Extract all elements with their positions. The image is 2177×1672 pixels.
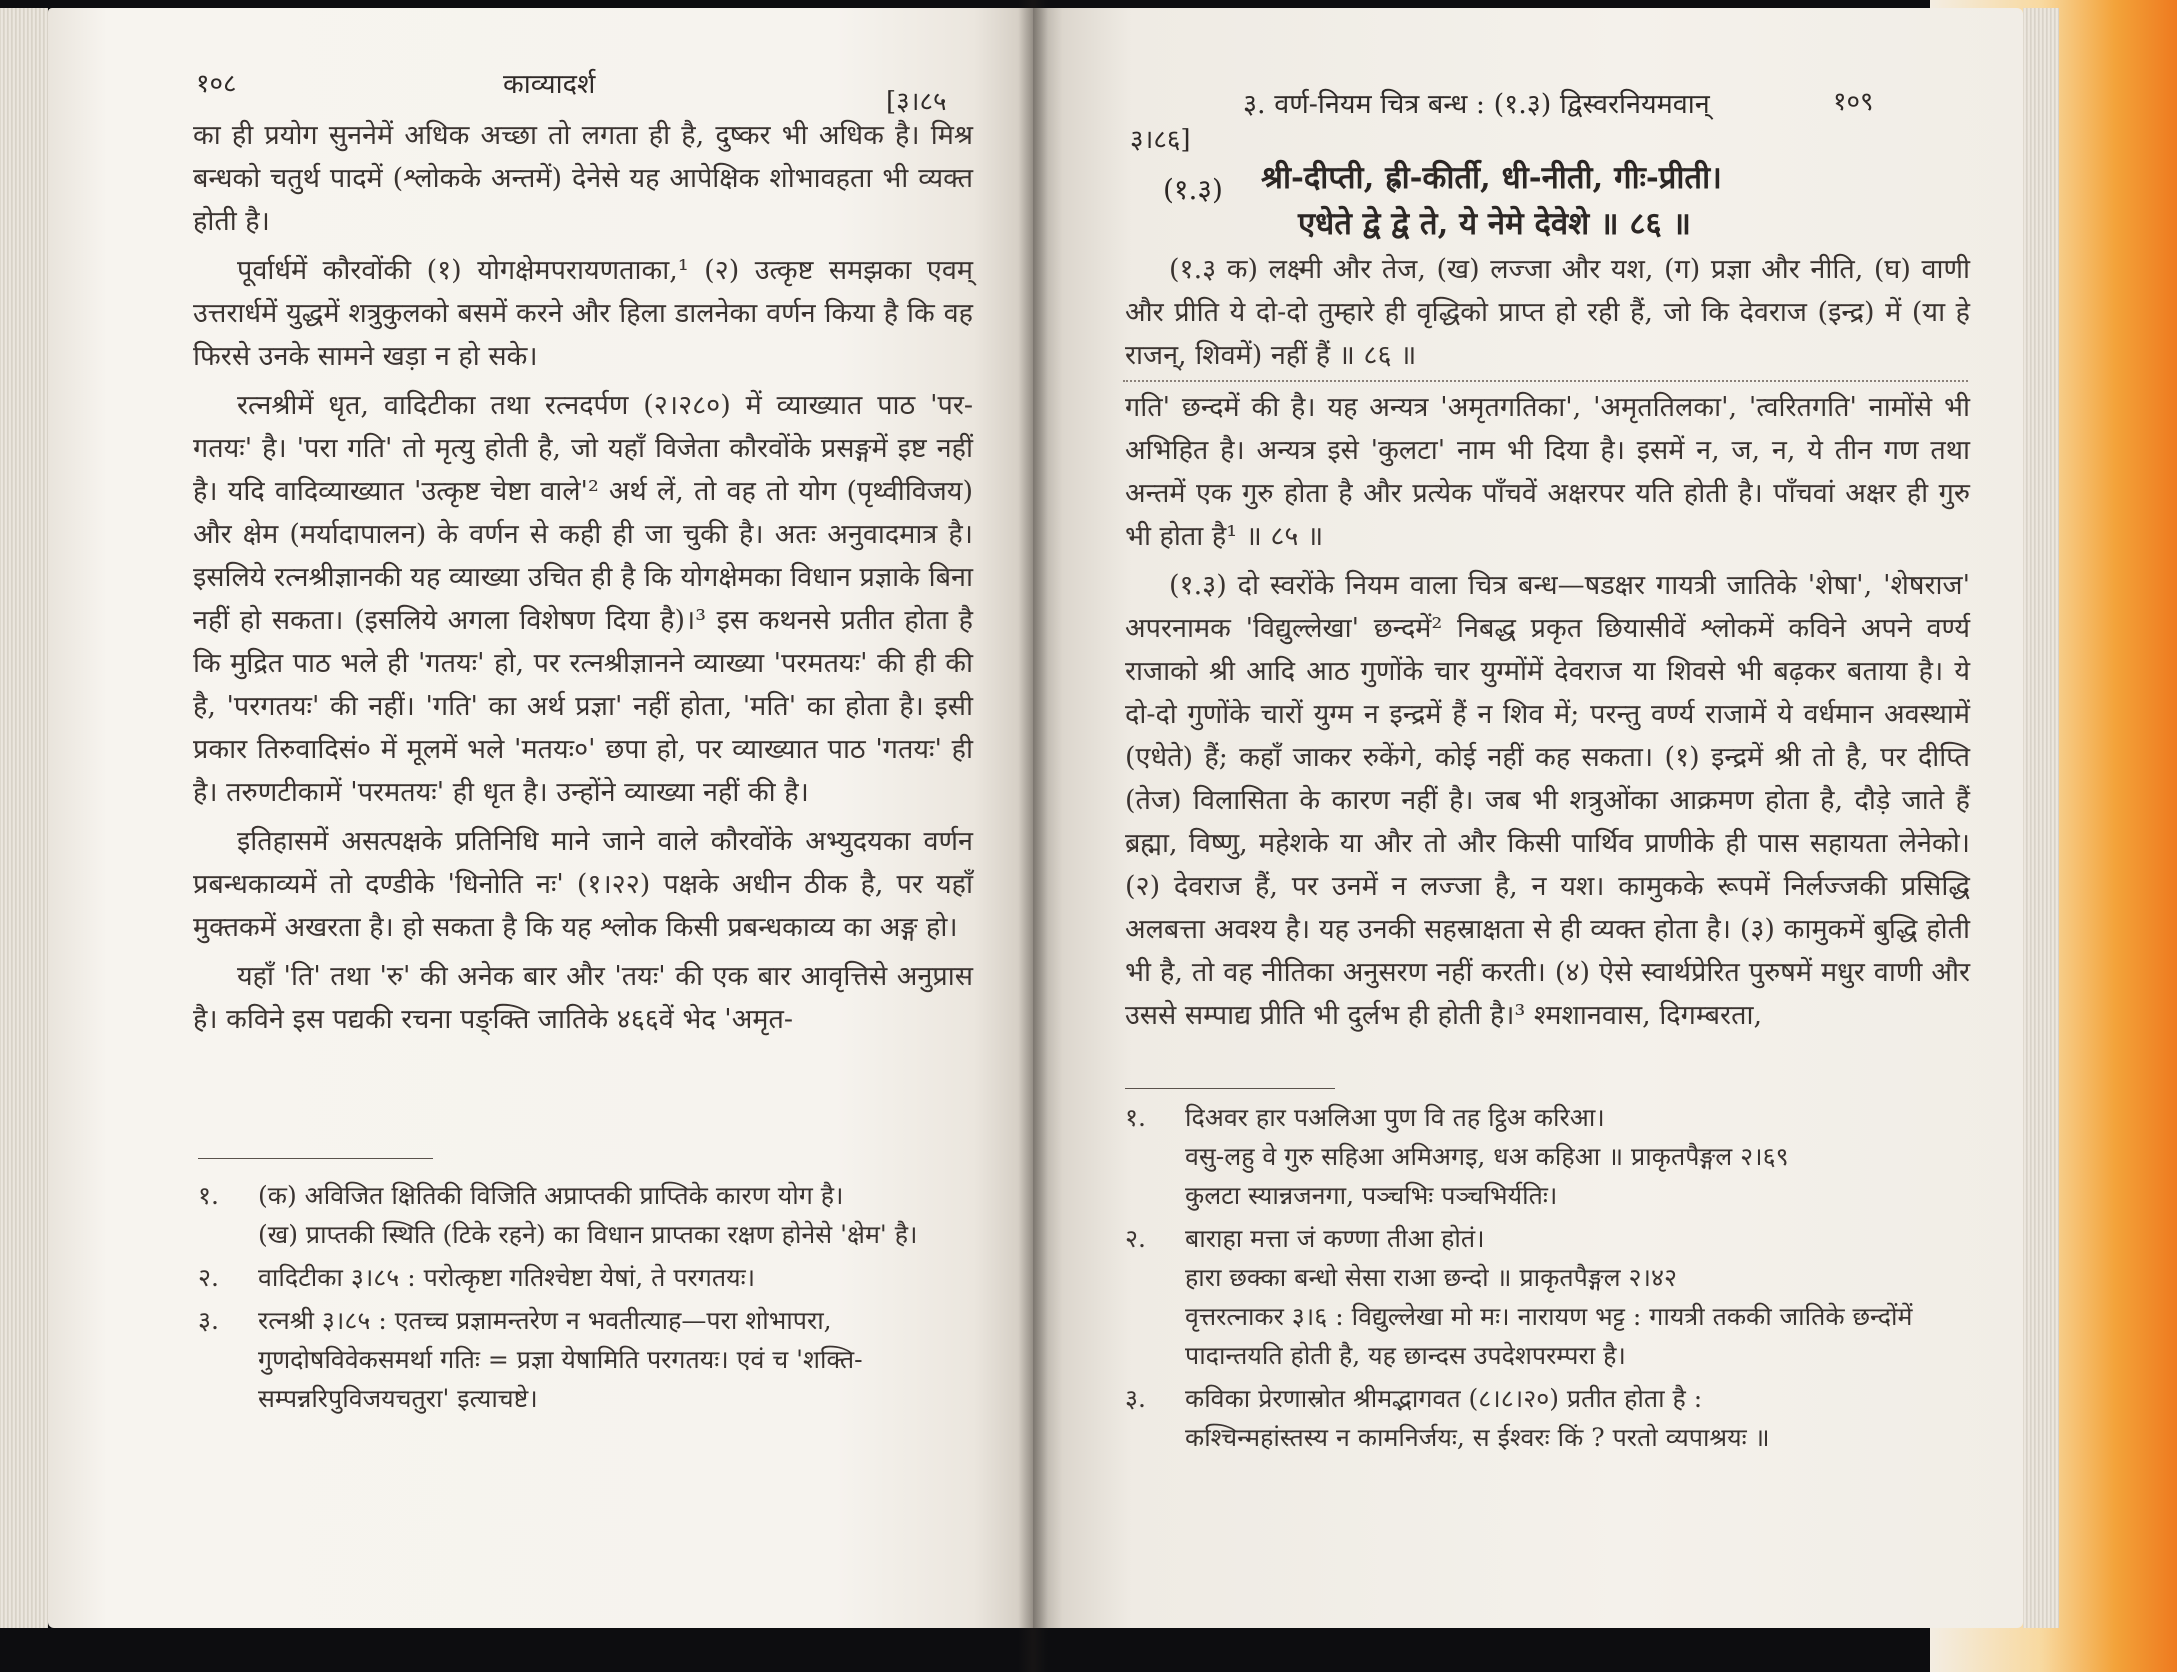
left-footnotes [198,1176,973,1422]
left-paragraph: इतिहासमें असत्पक्षके प्रतिनिधि माने जाने वाले कौरवोंके अभ्युदयका वर्णन प्रबन्धकाव्यमें तो दण्डीके 'धिनोति नः' (१।२२) पक्षके अधीन ठीक है, पर यहाँ मुक्तकमें अखरता है। हो सकता है कि यह श्लोक किसी प्रबन्धकाव्य का अङ्ग हो। [193,826,973,943]
footnote-number: १. [198,1181,219,1210]
footnote-line: वादिटीका ३।८५ : परोत्कृष्टा गतिश्चेष्टा येषां, ते परगतयः। [258,1263,756,1292]
footnote-number: २. [198,1263,219,1292]
right-page [1033,8,2023,1628]
footnote-line: वसु-लहु वे गुरु सहिआ अमिअगइ, धअ कहिआ ॥ प्राकृतपैङ्गल २।६९ [1185,1142,1789,1171]
right-verse-ref: ३।८६] [1130,125,1191,155]
book-spine-shadow [1018,0,1048,1672]
footnote-line: वृत्तरत्नाकर ३।६ : विद्युल्लेखा मो मः। नारायण भट्ट : गायत्री तककी जातिके छन्दोंमें पादान्तयति होती है, यह छान्दस उपदेशपरम्परा है। [1185,1302,1913,1370]
left-page-edges [0,8,48,1628]
left-paragraph: यहाँ 'ति' तथा 'रु' की अनेक बार और 'तयः' की एक बार आवृत्तिसे अनुप्रास है। कविने इस पद्यकी रचना पङ्क्ति जातिके ४६६वें भेद 'अमृत- [193,961,973,1035]
verse-label: (१.३) [1163,173,1223,206]
right-body-text [1125,386,1970,1043]
translation-text: (१.३ क) लक्ष्मी और तेज, (ख) लज्जा और यश, (ग) प्रज्ञा और नीति, (घ) वाणी और प्रीति ये दो-दो तुम्हारे ही वृद्धिको प्राप्त हो रही हैं, जो कि देवराज (इन्द्र) में (या हे राजन्, शिवमें) नहीं हैं ॥ ८६ ॥ [1125,254,1970,371]
right-paragraph: (१.३) दो स्वरोंके नियम वाला चित्र बन्ध—षडक्षर गायत्री जातिके 'शेषा', 'शेषराज' अपरनामक 'विद्युल्लेखा' छन्दमें² निबद्ध प्रकृत छियासीवें श्लोकमें कविने अपने वर्ण्य राजाको श्री आदि आठ गुणोंके चार युग्मोंमें देवराज या शिवसे भी बढ़कर बताया है। ये दो-दो गुणोंके चारों युग्म न इन्द्रमें हैं न शिव में; परन्तु वर्ण्य राजामें ये वर्धमान अवस्थामें (एधेते) हैं; कहाँ जाकर रुकेंगे, कोई नहीं कह सकता। (१) इन्द्रमें श्री तो है, पर दीप्ति (तेज) विलासिता के कारण नहीं है। जब भी शत्रुओंका आक्रमण होता है, दौड़े जाते हैं ब्रह्मा, विष्णु, महेशके या और तो और किसी पार्थिव प्राणीके ही पास सहायता लेनेको। (२) देवराज हैं, पर उनमें न लज्जा है, न यश। कामुकके रूपमें निर्लज्जकी प्रसिद्धि अलबत्ता अवश्य है। यह उनकी सहस्राक्षता से ही व्यक्त होता है। (३) कामुकमें बुद्धि होती भी है, तो वह नीतिका अनुसरण नहीं करती। (४) ऐसे स्वार्थप्रेरित पुरुषमें मधुर वाणी और उससे सम्पाद्य प्रीति भी दुर्लभ ही होती है।³ श्मशानवास, दिगम्बरता, [1125,570,1970,1031]
footnote-number: ३. [1125,1384,1146,1413]
left-paragraph: पूर्वार्धमें कौरवोंकी (१) योगक्षेमपरायणताका,¹ (२) उत्कृष्ट समझका एवम् उत्तरार्धमें युद्धमें शत्रुकुलको बसमें करने और हिला डालनेका वर्णन किया है कि वह फिरसे उनके सामने खड़ा न हो सके। [193,255,973,372]
left-page [48,8,1033,1628]
footnote [198,1258,973,1297]
footnote [198,1176,973,1254]
footnote [1125,1219,1970,1375]
footnote-line: हारा छक्का बन्धो सेसा राआ छन्दो ॥ प्राकृतपैङ्गल २।४२ [1185,1263,1678,1292]
left-page-number: १०८ [196,69,237,99]
footnote-line: कश्चिन्महांस्तस्य न कामनिर्जयः, स ईश्वरः किं ? परतो व्यपाश्रयः ॥ [1185,1423,1770,1452]
footnote-number: २. [1125,1224,1146,1253]
left-footnote-rule [198,1158,433,1159]
right-page-number: १०९ [1833,87,1874,117]
left-verse-ref: [३।८५ [886,87,947,117]
left-paragraph: का ही प्रयोग सुननेमें अधिक अच्छा तो लगता ही है, दुष्कर भी अधिक है। मिश्र बन्धको चतुर्थ पादमें (श्लोकके अन्तमें) देनेसे यह आपेक्षिक शोभावहता भी व्यक्त होती है। [193,120,973,237]
right-footnote-rule [1125,1088,1335,1089]
footnote-line: दिअवर हार पअलिआ पुण वि तह ट्ठिअ करिआ। [1185,1103,1605,1132]
left-running-title: काव्यादर्श [503,69,596,100]
footnote-number: १. [1125,1103,1146,1132]
left-body-text [193,114,973,1047]
verse-line-1: श्री-दीप्ती, ह्री-कीर्ती, धी-नीती, गीः-प्रीती। [1261,160,1722,196]
verse-line-2: एधेते द्वे द्वे ते, ये नेमे देवेशे ॥ ८६ ॥ [1298,206,1691,242]
footnote-line: रत्नश्री ३।८५ : एतच्च प्रज्ञामन्तरेण न भवतीत्याह—परा शोभापरा, गुणदोषविवेकसमर्था गतिः = प्रज्ञा येषामिति परगतयः। एवं च 'शक्ति-सम्पन्नरिपुविजयचतुरा' इत्याचष्टे। [258,1306,863,1413]
footnote [1125,1098,1970,1215]
right-paragraph: गति' छन्दमें की है। यह अन्यत्र 'अमृतगतिका', 'अमृततिलका', 'त्वरितगति' नामोंसे भी अभिहित है। अन्यत्र इसे 'कुलटा' नाम भी दिया है। इसमें न, ज, न, ये तीन गण तथा अन्तमें एक गुरु होता है और प्रत्येक पाँचवें अक्षरपर यति होती है। पाँचवां अक्षर ही गुरु भी होता है¹ ॥ ८५ ॥ [1125,392,1970,552]
footnote-line: (ख) प्राप्तकी स्थिति (टिके रहने) का विधान प्राप्तका रक्षण होनेसे 'क्षेम' है। [258,1220,918,1249]
footnote-line: (क) अविजित क्षितिकी विजिति अप्राप्तकी प्राप्तिके कारण योग है। [258,1181,844,1210]
right-footnotes [1125,1098,1970,1461]
right-page-edges [2023,8,2059,1628]
footnote-number: ३. [198,1306,219,1335]
footnote [198,1301,973,1418]
verse-translation [1125,248,1970,383]
left-paragraph: रत्नश्रीमें धृत, वादिटीका तथा रत्नदर्पण (२।२८०) में व्याख्यात पाठ 'पर-गतयः' है। 'परा गति' तो मृत्यु होती है, जो यहाँ विजेता कौरवोंके प्रसङ्गमें इष्ट नहीं है। यदि वादिव्याख्यात 'उत्कृष्ट चेष्टा वाले'² अर्थ लें, तो वह तो योग (पृथ्वीविजय) और क्षेम (मर्यादापालन) के वर्णन से कही ही जा चुकी है। अतः अनुवादमात्र है। इसलिये रत्नश्रीज्ञानकी यह व्याख्या उचित ही है कि योगक्षेमका विधान प्रज्ञाके बिना नहीं हो सकता। (इसलिये अगला विशेषण दिया है)।³ इस कथनसे प्रतीत होता है कि मुद्रित पाठ भले ही 'गतयः' हो, पर रत्नश्रीज्ञानने व्याख्या 'परमतयः' की ही की है, 'परगतयः' की नहीं। 'गति' का अर्थ प्रज्ञा' नहीं होता, 'मति' का होता है। इसी प्रकार तिरुवादिसं० में मूलमें भले 'मतयः०' छपा हो, पर व्याख्यात पाठ 'गतयः' ही है। तरुणटीकामें 'परमतयः' ही धृत है। उन्होंने व्याख्या नहीं की है। [193,390,973,808]
footnote-line: बाराहा मत्ता जं कण्णा तीआ होतं। [1185,1224,1485,1253]
right-running-title: ३. वर्ण-नियम चित्र बन्ध : (१.३) द्विस्वरनियमवान् [1243,89,1710,120]
footnote-line: कुलटा स्यान्नजनगा, पञ्चभिः पञ्चभिर्यतिः। [1185,1181,1558,1210]
footnote-line: कविका प्रेरणास्रोत श्रीमद्भागवत (८।८।२०) प्रतीत होता है : [1185,1384,1703,1413]
footnote [1125,1379,1970,1457]
